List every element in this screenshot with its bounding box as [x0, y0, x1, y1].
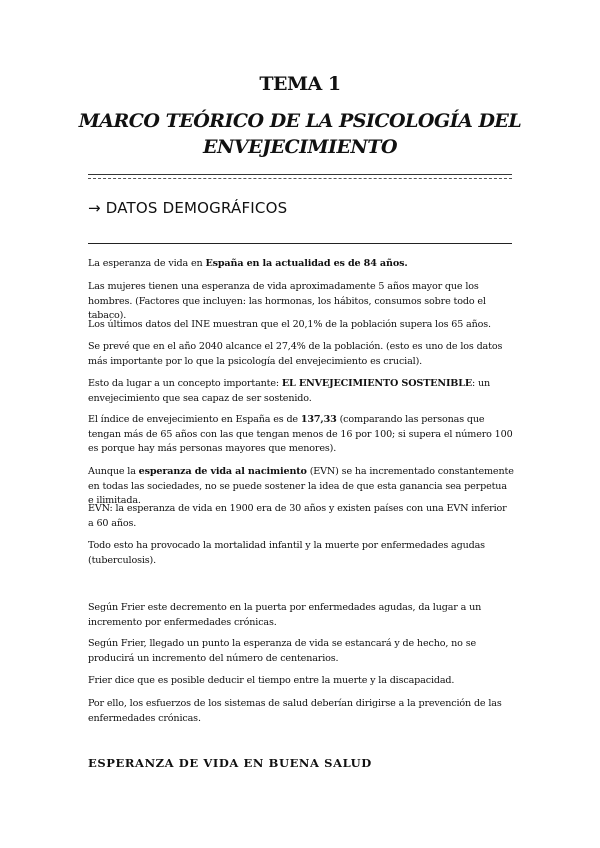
paragraph-7-text: Aunque la — [88, 466, 139, 477]
title-divider-dashed — [88, 178, 512, 179]
paragraph-10: Según Frier este decremento en la puerta por enfermedades agudas, da lugar a un incremento por enfermedades crónicas. — [88, 602, 482, 628]
paragraph-9: Todo esto ha provocado la mortalidad infantil y la muerte por enfermedades agudas (tuberculosis). — [88, 540, 485, 566]
paragraph-4: Se prevé que en el año 2040 alcance el 27,4% de la población. (esto es uno de los datos más importante por lo que la psicología del envejecimiento es crucial). — [88, 341, 503, 367]
title-divider — [88, 174, 512, 175]
paragraph-1-text: La esperanza de vida en — [88, 258, 206, 269]
paragraph-6-text-end: (comparando las personas que tengan más de 65 años con las que tengan menos de 16 por 100; si supera el número 100 es porque hay más personas mayores que menores). — [88, 414, 513, 454]
paragraph-5 — [88, 377, 514, 406]
paragraph-7-text-end: (EVN) se ha incrementado constantemente en todas las sociedades, no se puede sostener la idea de que esta ganancia sea perpetua e ilimitada. — [88, 466, 514, 506]
chapter-subtitle-line-2: ENVEJECIMIENTO — [202, 136, 397, 158]
section-heading-buena-salud: ESPERANZA DE VIDA EN BUENA SALUD — [88, 756, 372, 770]
paragraph-13: Por ello, los esfuerzos de los sistemas de salud deberían dirigirse a la prevención de las enfermedades crónicas. — [88, 698, 502, 724]
section-title: → DATOS DEMOGRÁFICOS — [88, 199, 288, 217]
chapter-subtitle-line-1: MARCO TEÓRICO DE LA PSICOLOGÍA DEL — [78, 110, 522, 132]
paragraph-6 — [88, 413, 514, 457]
paragraph-12: Frier dice que es posible deducir el tiempo entre la muerte y la discapacidad. — [88, 675, 455, 686]
paragraph-5-text: Esto da lugar a un concepto importante: — [88, 378, 282, 389]
chapter-subtitle — [40, 108, 560, 160]
paragraph-8: EVN: la esperanza de vida en 1900 era de 30 años y existen países con una EVN inferior a 60 años. — [88, 503, 507, 529]
paragraph-11: Según Frier, llegado un punto la esperanza de vida se estancará y de hecho, no se producirá un incremento del número de centenarios. — [88, 638, 477, 664]
paragraph-1-bold: España en la actualidad es de 84 años. — [205, 258, 408, 269]
paragraph-5-text-end: : un envejecimiento que sea capaz de ser sostenido. — [88, 378, 491, 404]
paragraph-5-bold: EL ENVEJECIMIENTO SOSTENIBLE — [281, 378, 473, 389]
paragraph-3: Los últimos datos del INE muestran que el 20,1% de la población supera los 65 años. — [88, 319, 491, 330]
section-rule — [88, 243, 512, 244]
paragraph-1 — [88, 257, 514, 272]
paragraph-6-text: El índice de envejecimiento en España es de — [88, 414, 301, 425]
paragraph-2: Las mujeres tienen una esperanza de vida aproximadamente 5 años mayor que los hombres. (Factores que incluyen: las hormonas, los hábitos, consumos sobre todo el tabaco). — [88, 281, 486, 321]
paragraph-6-bold: 137,33 — [300, 414, 337, 425]
paragraph-7-bold: esperanza de vida al nacimiento — [138, 466, 307, 477]
chapter-title: TEMA 1 — [259, 73, 341, 95]
